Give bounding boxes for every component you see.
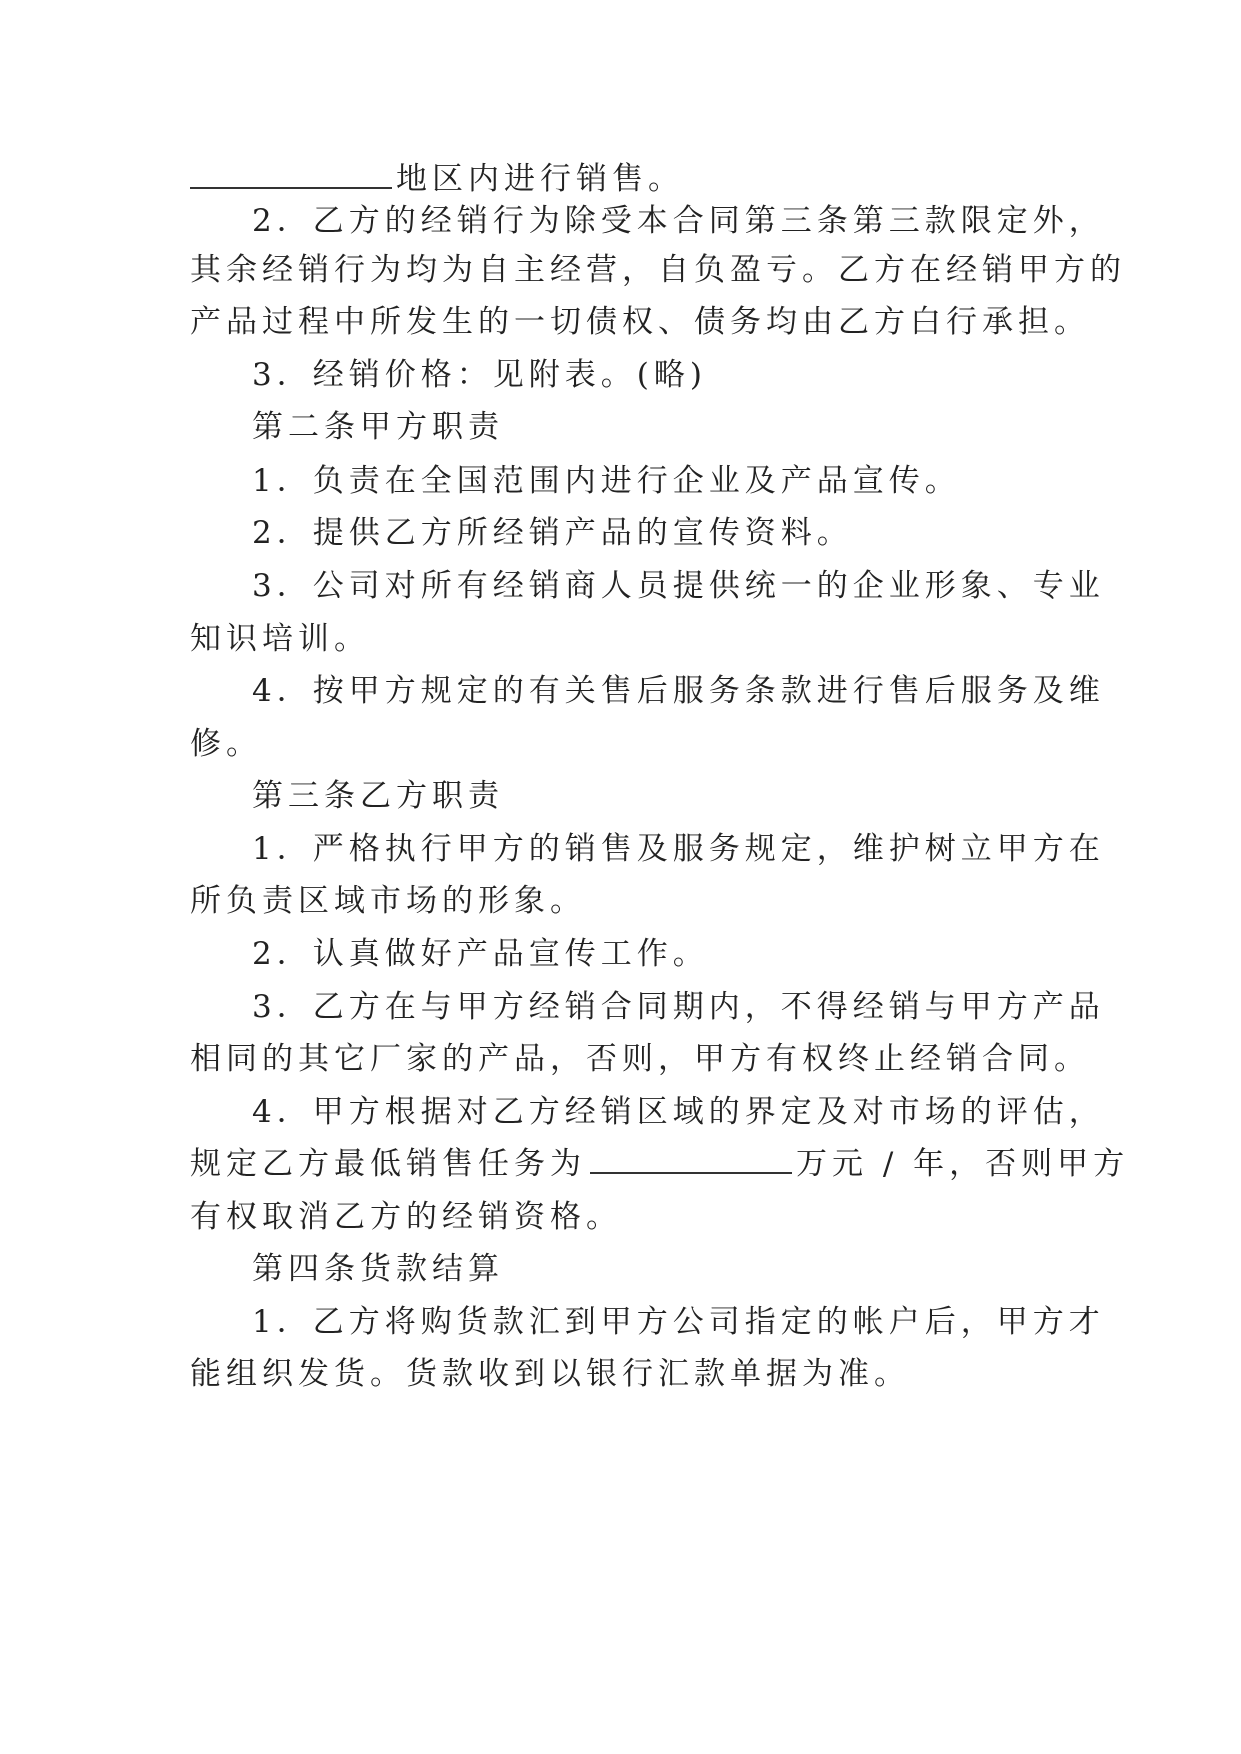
blank-fill-line	[590, 1144, 792, 1174]
text-line: 4．甲方根据对乙方经销区域的界定及对市场的评估，	[252, 1094, 1105, 1130]
text-line: 1．负责在全国范围内进行企业及产品宣传。	[252, 463, 961, 499]
text-line: 修。	[190, 726, 262, 762]
text-segment: 地区内进行销售。	[396, 161, 684, 197]
text-segment: 规定乙方最低销售任务为	[190, 1146, 586, 1182]
text-line: 1．乙方将购货款汇到甲方公司指定的帐户后，甲方才	[252, 1304, 1105, 1340]
text-line: 1．严格执行甲方的销售及服务规定，维护树立甲方在	[252, 831, 1105, 867]
text-line: 3．公司对所有经销商人员提供统一的企业形象、专业	[252, 568, 1105, 604]
text-line: 相同的其它厂家的产品，否则，甲方有权终止经销合同。	[190, 1041, 1090, 1077]
text-line: 产品过程中所发生的一切债权、债务均由乙方白行承担。	[190, 304, 1090, 340]
text-line: 有权取消乙方的经销资格。	[190, 1199, 622, 1235]
text-line: 2．提供乙方所经销产品的宣传资料。	[252, 515, 853, 551]
text-line: 2．认真做好产品宣传工作。	[252, 936, 709, 972]
text-line: 3．经销价格：见附表。(略)	[252, 357, 707, 393]
text-line	[190, 1139, 1130, 1189]
text-segment: 万元 / 年，否则甲方	[796, 1146, 1130, 1182]
text-line: 3．乙方在与甲方经销合同期内，不得经销与甲方产品	[252, 989, 1105, 1025]
section-heading: 第四条货款结算	[252, 1251, 504, 1287]
text-line: 4．按甲方规定的有关售后服务条款进行售后服务及维	[252, 673, 1105, 709]
text-line: 知识培训。	[190, 621, 370, 657]
text-line: 能组织发货。货款收到以银行汇款单据为准。	[190, 1356, 910, 1392]
text-line: 其余经销行为均为自主经营，自负盈亏。乙方在经销甲方的	[190, 252, 1126, 288]
section-heading: 第三条乙方职责	[252, 778, 504, 814]
section-heading: 第二条甲方职责	[252, 409, 504, 445]
blank-fill-line	[190, 159, 392, 189]
text-line: 所负责区域市场的形象。	[190, 883, 586, 919]
text-line: 2．乙方的经销行为除受本合同第三条第三款限定外，	[252, 203, 1105, 239]
